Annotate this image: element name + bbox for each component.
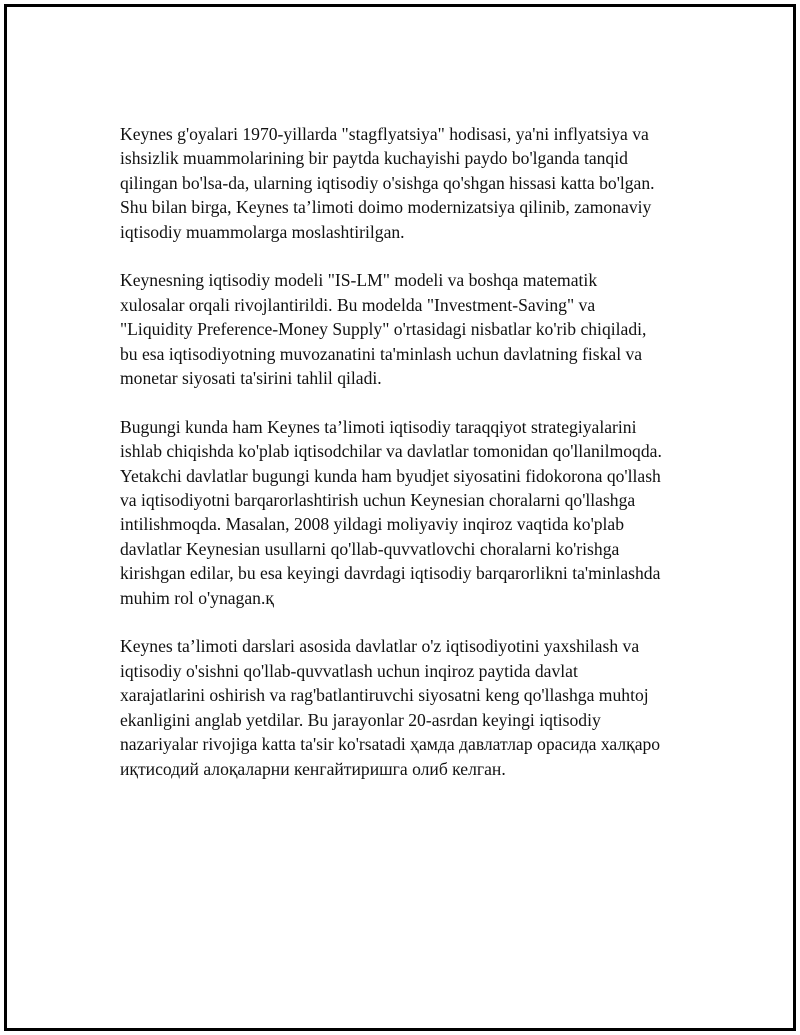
paragraph-crisis-lessons: Keynes ta’limoti darslari asosida davlatlar o'z iqtisodiyotini yaxshilash va iqtisodiy o'sishni qo'llab-quvvatlash uchun inqiroz paytida davlat xarajatlarini oshirish va rag'batlantiruvchi siyosatni keng qo'llashga muhtoj ekanligini anglab yetdilar. Bu jarayonlar 20-asrdan keyingi iqtisodiy nazariyalar rivojiga katta ta'sir ko'rsatadi ҳамда давлатлар орасида халқаро иқтисодий алоқаларни кенгайтиришга олиб келган. [120, 636, 661, 779]
paragraph-stagflation: Keynes g'oyalari 1970-yillarda "stagflyatsiya" hodisasi, ya'ni inflyatsiya va ishsizlik muammolarining bir paytda kuchayishi paydo bo'lganda tanqid qilingan bo'lsa-da, ularning iqtisodiy o'sishga qo'shgan hissasi katta bo'lgan. Shu bilan birga, Keynes ta’limoti doimo modernizatsiya qilinib, zamonaviy iqtisodiy muammolarga moslashtirilgan. [120, 124, 655, 242]
paragraph-modern-application: Bugungi kunda ham Keynes ta’limoti iqtisodiy taraqqiyot strategiyalarini ishlab chiqishda ko'plab iqtisodchilar va davlatlar tomonidan qo'llanilmoqda. Yetakchi davlatlar bugungi kunda ham byudjet siyosatini fidokorona qo'llash va iqtisodiyotni barqarorlashtirish uchun Keynesian choralarni qo'llashga intilishmoqda. Masalan, 2008 yildagi moliyaviy inqiroz vaqtida ko'plab davlatlar Keynesian usullarni qo'llab-quvvatlovchi choralarni ko'rishga kirishgan edilar, bu esa keyingi davrdagi iqtisodiy barqarorlikni ta'minlashda muhim rol o'ynagan.қ [120, 416, 662, 608]
page-frame [4, 4, 796, 1031]
document-body [120, 122, 700, 805]
paragraph-is-lm-model: Keynesning iqtisodiy modeli "IS-LM" modeli va boshqa matematik xulosalar orqali rivojlantirildi. Bu modelda "Investment-Saving" va "Liquidity Preference-Money Supply" o'rtasidagi nisbatlar ko'rib chiqiladi, bu esa iqtisodiyotning muvozanatini ta'minlash uchun davlatning fiskal va monetar siyosati ta'sirini tahlil qiladi. [120, 270, 647, 389]
